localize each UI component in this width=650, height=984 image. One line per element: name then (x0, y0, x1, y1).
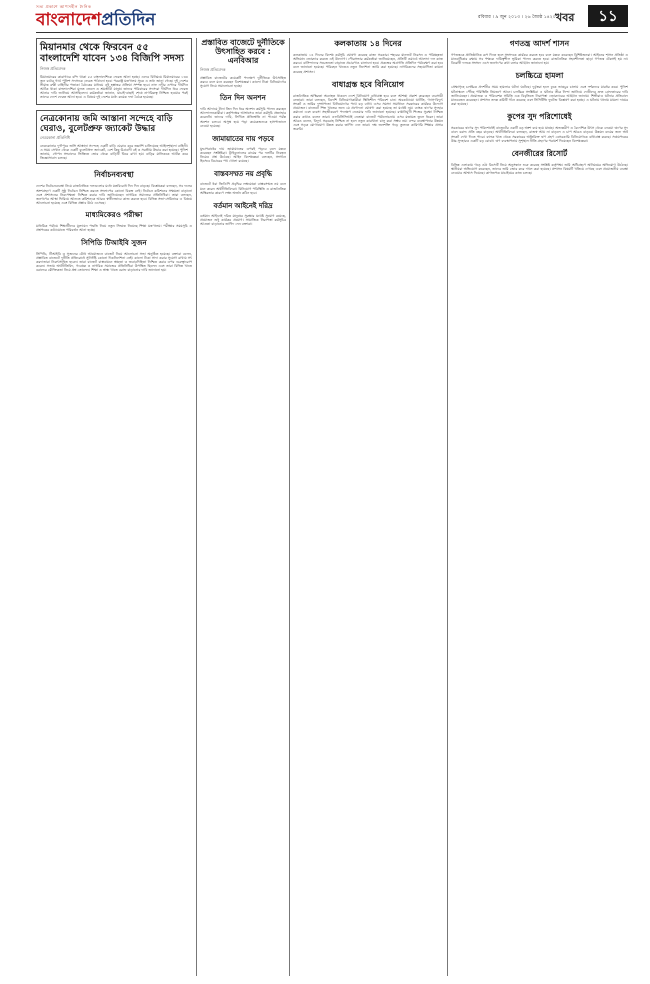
body-cinema: প্রেক্ষাগৃহে চলচ্চিত্র প্রদর্শনীর সময় হামলার ঘটনা ঘটেছে। দুর্বৃত্তরা হলে ঢুকে ভাঙচুর চালায় এবং দর্শকদের মারধর করে। পুলিশ ঘটনাস্থলে পৌঁছে পরিস্থিতি নিয়ন্ত্রণে আনে। চলচ্চিত্র সংশ্লিষ্টরা এ ঘটনার তীব্র নিন্দা জানিয়ে দোষীদের দ্রুত গ্রেফতারের দাবি জানিয়েছেন। প্রযোজক ও পরিবেশক সমিতি এক বিবৃতিতে নিরাপত্তা জোরদারের আহ্বান জানায়। শিল্পীরাও ঘটনার প্রতিবাদে মানববন্ধন করেছেন। প্রশাসন তদন্ত কমিটি গঠন করেছে এবং সিসিটিভি ফুটেজ বিশ্লেষণ করা হচ্ছে। এ ঘটনায় থানায় মামলা দায়ের করা হয়েছে। (451, 85, 628, 107)
article-myanmar (36, 38, 192, 105)
headline-jamaat: জামায়াতের দায় পড়বে (212, 134, 274, 143)
body-investment: রাজনৈতিক অস্থিরতা অব্যাহত থাকলে দেশে বিনিয়োগ বাধাগ্রস্ত হবে বলে আশঙ্কা প্রকাশ করেছেন ব্যবসায়ী নেতারা। তারা বলছেন, বিদেশি বিনিয়োগকারীরা স্থিতিশীল পরিবেশ চান। অবকাঠামো ঘাটতি, গ্যাস-বিদ্যুৎ সংকট ও জমির দুষ্প্রাপ্যতা বিনিয়োগের পথে বড় বাধা। এসব সমস্যা সমাধানে সরকারের কার্যকর উদ্যোগ প্রয়োজন। বাজেটে শিল্প খাতের জন্য যে প্রণোদনা ঘোষণা করা হয়েছে তা যথেষ্ট নয়। ব্যাংক ঋণের সুদহার কমানো এবং ব্যবসা সহজীকরণে পদক্ষেপ নেওয়ার দাবি জানানো হয়েছে। রপ্তানিমুখী শিল্পের সুরক্ষা নিশ্চিত করার কথাও বলেন তারা। এফবিসিসিআই নেতারা বাজেট পর্যালোচনায় এসব মতামত তুলে ধরেন। তারা আরও বলেন, বিদ্যুৎ সরবরাহ নিশ্চিত না হলে নতুন কারখানা চালু করা সম্ভব নয়। বন্দর ব্যবস্থাপনার উন্নয়ন এবং সড়ক যোগাযোগ উন্নত করার তাগিদ দেন তারা। দক্ষ জনশক্তি গড়ে তুলতে কারিগরি শিক্ষার প্রসার জরুরি। (293, 93, 443, 132)
headline-law: বর্তমান আইনেই দরিদ্র (213, 201, 273, 210)
column-divider (196, 38, 197, 976)
byline-netrokona: নেত্রকোনা প্রতিনিধি (40, 134, 70, 140)
headline-hunger-strike: তিন দিন অনশন (220, 93, 266, 103)
dateline: রবিবার । ৯ জুন ২০১৩ । ২৬ জ্যৈষ্ঠ ১৪২০ (478, 15, 556, 20)
body-election: দেশের নির্বাচনব্যবস্থা নিয়ে রাজনৈতিক দলগুলোর মধ্যে মতবিরোধ দিন দিন বাড়ছে। বিশ্লেষকরা বলছেন, সব দলের অংশগ্রহণে একটি সুষ্ঠু নির্বাচন নিশ্চিত করতে সংলাপের কোনো বিকল্প নেই। নির্বাচন কমিশনের সক্ষমতা বাড়ানো এবং প্রশাসনের নিরপেক্ষতা নিশ্চিত করার দাবি জানিয়েছেন নাগরিক সমাজের প্রতিনিধিরা। তারা বলছেন, জনগণের আস্থা ফিরিয়ে আনতে কমিশনকে আরও স্বাধীনভাবে কাজ করতে হবে। বিভিন্ন সভা-সেমিনারে এ বিষয়ে আলোচনা হয়েছে এবং বিভিন্ন প্রস্তাব উঠে এসেছে। (36, 184, 192, 206)
body-law: বর্তমান আইনেই দরিদ্র মানুষের সুরক্ষার যথেষ্ট সুযোগ রয়েছে, প্রয়োজন শুধু কার্যকর প্রয়োগ। সামাজিক নিরাপত্তা কর্মসূচির আওতা বাড়ানোর তাগিদ দেন বক্তারা। (200, 213, 286, 227)
headline-democracy: গণতন্ত্র আদর্শ শাসন (509, 39, 570, 48)
headline-myanmar: মিয়ানমার থেকে ফিরবেন ৫৫ বাংলাদেশি যাবেন ১৩৪ বিজিপি সদস্য (40, 42, 184, 65)
masthead (36, 4, 155, 30)
masthead-tagline: সত্য প্রকাশে আপসহীন দৈনিক (36, 4, 92, 9)
column-3 (293, 38, 443, 976)
headline-kolkata: কলকাতায় ১৪ দিনের (334, 39, 402, 48)
body-cpd: সিপিডি, টিআইবি ও সুজনের যৌথ আয়োজনে বাজেট নিয়ে আলোচনা সভা অনুষ্ঠিত হয়েছে। বক্তারা বলেন, প্রস্তাবিত বাজেটে দুর্নীতি প্রতিরোধে সুনির্দিষ্ট কোনো দিকনির্দেশনা নেই। কালো টাকা সাদা করার সুযোগ রাখায় সৎ করদাতারা নিরুৎসাহিত হবেন। তারা বাজেট বাস্তবায়নে স্বচ্ছতা ও জবাবদিহিতা নিশ্চিত করার ওপর গুরুত্বারোপ করেন। সভায় অর্থনীতিবিদ, গবেষক ও নাগরিক সমাজের প্রতিনিধিরা উপস্থিত ছিলেন এবং তারা বিভিন্ন খাতে বরাদ্দের যৌক্তিকতা নিয়ে প্রশ্ন তোলেন। শিক্ষা ও স্বাস্থ্য খাতে বরাদ্দ বাড়ানোর দাবি জানানো হয়। (36, 251, 192, 273)
headline-election: নির্বাচনব্যবস্থা (94, 170, 134, 180)
headline-interest: কুপের সুদ পরিশোধেই (507, 112, 572, 122)
body-interest: সরকারের ঋণের সুদ পরিশোধেই বাজেটের একটি বড় অংশ ব্যয় হয়ে যাচ্ছে। অভ্যন্তরীণ ও বৈদেশিক উৎস থেকে নেওয়া ঋণের সুদ বাবদ বরাদ্দ প্রতি বছর বাড়ছে। অর্থনীতিবিদরা বলছেন, রাজস্ব আয় না বাড়লে এ চাপ আরও বাড়বে। উন্নয়ন ব্যয়ের জন্য অর্থ সংকট দেখা দিতে পারে। ব্যাংক খাত থেকে সরকারের অতিরিক্ত ঋণ গ্রহণ বেসরকারি বিনিয়োগকে বাধাগ্রস্ত করছে। সঞ্চয়পত্রের উচ্চ সুদহারও একটি বড় বোঝা। ঋণ ব্যবস্থাপনায় সুশৃঙ্খল নীতি গ্রহণের পরামর্শ দিয়েছেন বিশেষজ্ঞরা। (451, 126, 628, 143)
body-jamaat: যুদ্ধাপরাধের দায় জামায়াতের ওপরই পড়বে বলে মন্তব্য করেছেন সংশ্লিষ্টরা। ট্রাইব্যুনালের রায়ের পর দলটির নিবন্ধন নিয়েও প্রশ্ন উঠেছে। আইন বিশেষজ্ঞরা বলছেন, সংগঠন হিসেবে বিচারের পথ খোলা রয়েছে। (200, 146, 286, 164)
article-netrokona (36, 110, 192, 165)
headline-cpd: সিপিডি টিআইবি সুজন (81, 237, 147, 247)
header-rule (36, 32, 628, 33)
headline-growth: বাস্তবসম্মত নয় প্রবৃদ্ধি (214, 170, 272, 179)
headline-cinema: চলচ্চিত্রে হামলা (515, 71, 564, 81)
body-budget: প্রস্তাবিত বাজেটের কয়েকটি পদক্ষেপ দুর্নীতিকে উৎসাহিত করবে বলে মনে করছেন বিশেষজ্ঞরা। কালো টাকা বিনিয়োগের সুযোগ নিয়ে সমালোচনা হচ্ছে। (200, 75, 286, 88)
column-divider (289, 38, 290, 976)
logo-left: বাংলাদেশ (36, 10, 102, 30)
column-2 (200, 38, 286, 976)
body-secondary: মাধ্যমিক পর্যায়ে শিক্ষার্থীদের মূল্যায়ন পদ্ধতি নিয়ে নতুন সিদ্ধান্ত নিয়েছে শিক্ষা মন্ত্রণালয়। পরীক্ষার সময়সূচি ও প্রশ্নপত্রের কাঠামোতে পরিবর্তন আনা হচ্ছে। (36, 224, 192, 233)
byline-myanmar: নিজস্ব প্রতিবেদক (40, 65, 66, 71)
body-hunger-strike: দাবি আদায়ে টানা তিন দিন ধরে অনশন কর্মসূচি পালন করছেন আন্দোলনকারীরা। কর্তৃপক্ষের আশ্বাসেও তারা কর্মসূচি প্রত্যাহার করেননি। তাদের দাবি, লিখিত প্রতিশ্রুতি না পাওয়া পর্যন্ত অনশন চলবে। অসুস্থ হয়ে পড়া কয়েকজনকে হাসপাতালে নেওয়া হয়েছে। (200, 107, 286, 128)
headline-netrokona: নেত্রকোনায় জমি আস্তানা সন্দেহে বাড়ি ঘেরাও, বুলেটপ্রুফ জ্যাকেট উদ্ধার (40, 113, 173, 134)
section-name: খবর (555, 11, 575, 24)
column-4 (451, 38, 628, 976)
body-myanmar: মিয়ানমারের কারাগারে বন্দি থাকা ৫৫ বাংলাদেশিকে ফেরত আনা হচ্ছে। এদের বিনিময়ে মিয়ানমারের ১৩৪ জন বর্ডার গার্ড পুলিশ সদস্যকে ফেরত পাঠানো হবে। পররাষ্ট্র মন্ত্রণালয় সূত্রে এ তথ্য জানা গেছে। দুই দেশের সীমান্ত রক্ষী বাহিনীর পতাকা বৈঠকের মাধ্যমে এই হস্তান্তর প্রক্রিয়া সম্পন্ন হবে। নাফ নদীর ওপারে দীর্ঘদিন আটক থাকা বাংলাদেশিরা মূলত জেলে ও শ্রমজীবী মানুষ। তাদের পরিবারের সদস্যরা দীর্ঘদিন ধরে ফেরত আনার দাবি জানিয়ে আসছিলেন। কর্মকর্তারা জানান, যাচাই-বাছাই শেষে নাগরিকত্ব নিশ্চিত হওয়ার পরই তাদের দেশে ফেরত আনা হবে। এ বিষয়ে দুই দেশের মধ্যে কয়েক দফা বৈঠক হয়েছে। (40, 74, 188, 100)
body-growth: বাজেটে ধরা জিডিপি প্রবৃদ্ধির লক্ষ্যমাত্রা বাস্তবসম্মত নয় বলে মনে করেন অর্থনীতিবিদরা। বিনিয়োগ পরিস্থিতি ও রাজনৈতিক অস্থিরতার কারণে লক্ষ্য অর্জন কঠিন হবে। (200, 182, 286, 195)
page-header (0, 0, 650, 34)
newspaper-logo (36, 11, 155, 30)
body-resort: বিভিন্ন এলাকায় গড়ে ওঠা রিসোর্ট নিয়ে অনুসন্ধান শুরু করেছে সংশ্লিষ্ট কর্তৃপক্ষ। জমি অধিগ্রহণে অনিয়মের অভিযোগ উঠেছে। স্থানীয়রা অভিযোগ করেছেন, তাদের জমি জোর করে দখল করা হয়েছে। প্রশাসন বিষয়টি খতিয়ে দেখছে এবং প্রয়োজনীয় ব্যবস্থা নেওয়ার আশ্বাস দিয়েছে। কাগজপত্র যাচাইয়ের কাজ চলছে। (451, 162, 628, 176)
body-democracy: গণতন্ত্রকে প্রাতিষ্ঠানিক রূপ দিতে হলে সংসদকে কার্যকর করতে হবে বলে মন্তব্য করেছেন বিশিষ্টজনরা। আইনের শাসন প্রতিষ্ঠা ও মানবাধিকার রক্ষায় সব পক্ষকে দায়িত্বশীল ভূমিকা পালন করতে হবে। রাজনৈতিক সহনশীলতা ছাড়া গণতন্ত্র টেকসই হয় না। বিরোধী দলকে সংসদে এসে জনগণের কথা বলার আহ্বান জানানো হয়। (451, 53, 628, 66)
byline-budget: নিজস্ব প্রতিবেদক (200, 66, 226, 72)
headline-budget: প্রস্তাবিত বাজেটে দুর্নীতিকে উৎসাহিত করবে : এনবিআর (201, 38, 285, 66)
headline-resort: বেনজীরের রিসোর্ট (511, 148, 568, 158)
headline-secondary: মাধ্যমিকেরও পরীক্ষা (85, 210, 143, 220)
page-number: ১১ (588, 5, 628, 27)
column-1 (36, 38, 192, 976)
body-netrokona: নেত্রকোনার দুর্গাপুরে জঙ্গি আস্তানা সন্দেহে একটি বাড়ি ঘেরাও করে তল্লাশি চালিয়েছে আইনশৃঙ্খলা বাহিনী। এ সময় সেখান থেকে একটি বুলেটপ্রুফ জ্যাকেট, বেশ কিছু উগ্রবাদী বই ও সরঞ্জাম উদ্ধার করা হয়েছে। পুলিশ জানায়, গোপন সংবাদের ভিত্তিতে ভোর থেকে বাড়িটি ঘিরে রাখা হয়। বাড়ির মালিককে আটক করে জিজ্ঞাসাবাদ চলছে। (40, 143, 188, 161)
headline-investment: বাধাগ্রস্ত হবে বিনিয়োগ (331, 79, 405, 89)
column-divider (447, 38, 448, 976)
body-kolkata: কলকাতায় ১৪ দিনের বিশেষ কর্মসূচি ঘোষণা করেছে রাজ্য সরকার। শহরের যানজট নিরসন ও পরিচ্ছন্নতা অভিযান জোরদার করতে এই উদ্যোগ। পৌরসভার কর্মকর্তারা জানিয়েছেন, প্রতিটি ওয়ার্ডে আলাদা দল কাজ করবে। বাসিন্দাদের সচেতনতা বাড়াতে প্রচারণাও চালানো হবে। প্রকল্পের অগ্রগতি প্রতিদিন পর্যবেক্ষণ করা হবে বলে জানানো হয়েছে। পরিবহন খাতেও নতুন নির্দেশনা জারি করা হয়েছে। নাগরিকদের সহযোগিতা কামনা করেছে প্রশাসন। (293, 53, 443, 74)
logo-right: প্রতিদিন (101, 10, 156, 30)
